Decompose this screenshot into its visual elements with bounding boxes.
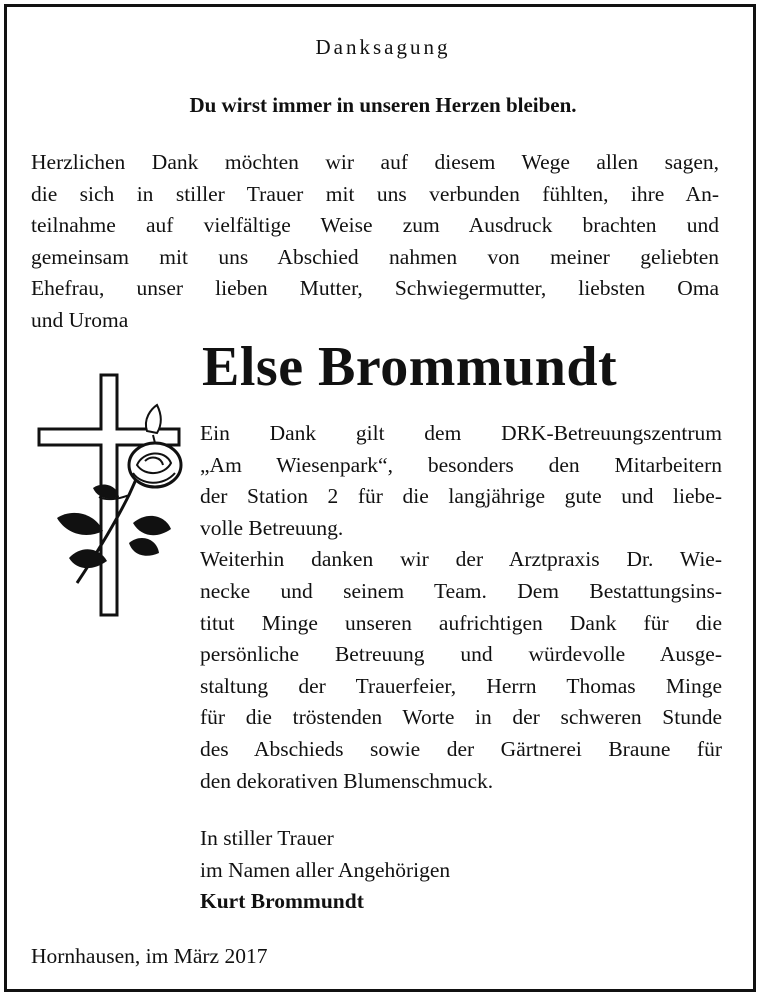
signature-line: In stiller Trauer xyxy=(200,826,334,850)
thanks-line: des Abschieds sowie der Gärtnerei Braune für xyxy=(200,736,722,761)
intro-line: Herzlichen Dank möchten wir auf diesem Wege allen sagen, xyxy=(31,150,719,174)
thanks-line: titut Minge unseren aufrichtigen Dank für die xyxy=(200,610,722,635)
intro-line: und Uroma xyxy=(31,307,129,332)
thanks-line: necke und seinem Team. Dem Bestattungsins- xyxy=(200,578,722,603)
thanks-line: Ein Dank gilt dem DRK-Betreuungszentrum xyxy=(200,421,722,445)
thanks-line: „Am Wiesenpark“, besonders den Mitarbeitern xyxy=(200,452,722,477)
obituary-notice xyxy=(4,4,756,992)
signature-line: im Namen aller Angehörigen xyxy=(200,857,451,882)
heading: Danksagung xyxy=(315,35,451,59)
thanks-line: staltung der Trauerfeier, Herrn Thomas Minge xyxy=(200,673,722,698)
thanks-line: volle Betreuung. xyxy=(200,515,344,540)
signature-block xyxy=(200,823,450,918)
thanks-line: Weiterhin danken wir der Arztpraxis Dr. Wie- xyxy=(200,547,722,572)
signer-name: Kurt Brommundt xyxy=(200,889,364,914)
intro-line: Ehefrau, unser lieben Mutter, Schwiegermutter, liebsten Oma xyxy=(31,276,719,301)
motto: Du wirst immer in unseren Herzen bleiben. xyxy=(189,93,577,117)
intro-paragraph xyxy=(31,147,719,337)
intro-line: teilnahme auf vielfältige Weise zum Ausdruck brachten und xyxy=(31,213,719,238)
thanks-paragraph xyxy=(200,418,722,797)
deceased-name: Else Brommundt xyxy=(202,336,618,398)
cross-with-rose-icon xyxy=(37,373,197,623)
place-date: Hornhausen, im März 2017 xyxy=(31,944,268,968)
thanks-line: der Station 2 für die langjährige gute und liebe- xyxy=(200,484,722,509)
intro-line: die sich in stiller Trauer mit uns verbunden fühlten, ihre An- xyxy=(31,181,719,206)
intro-line: gemeinsam mit uns Abschied nahmen von meiner geliebten xyxy=(31,244,719,269)
thanks-line: für die tröstenden Worte in der schweren Stunde xyxy=(200,705,722,730)
thanks-line: persönliche Betreuung und würdevolle Ausge- xyxy=(200,642,722,667)
thanks-line: den dekorativen Blumenschmuck. xyxy=(200,768,494,793)
